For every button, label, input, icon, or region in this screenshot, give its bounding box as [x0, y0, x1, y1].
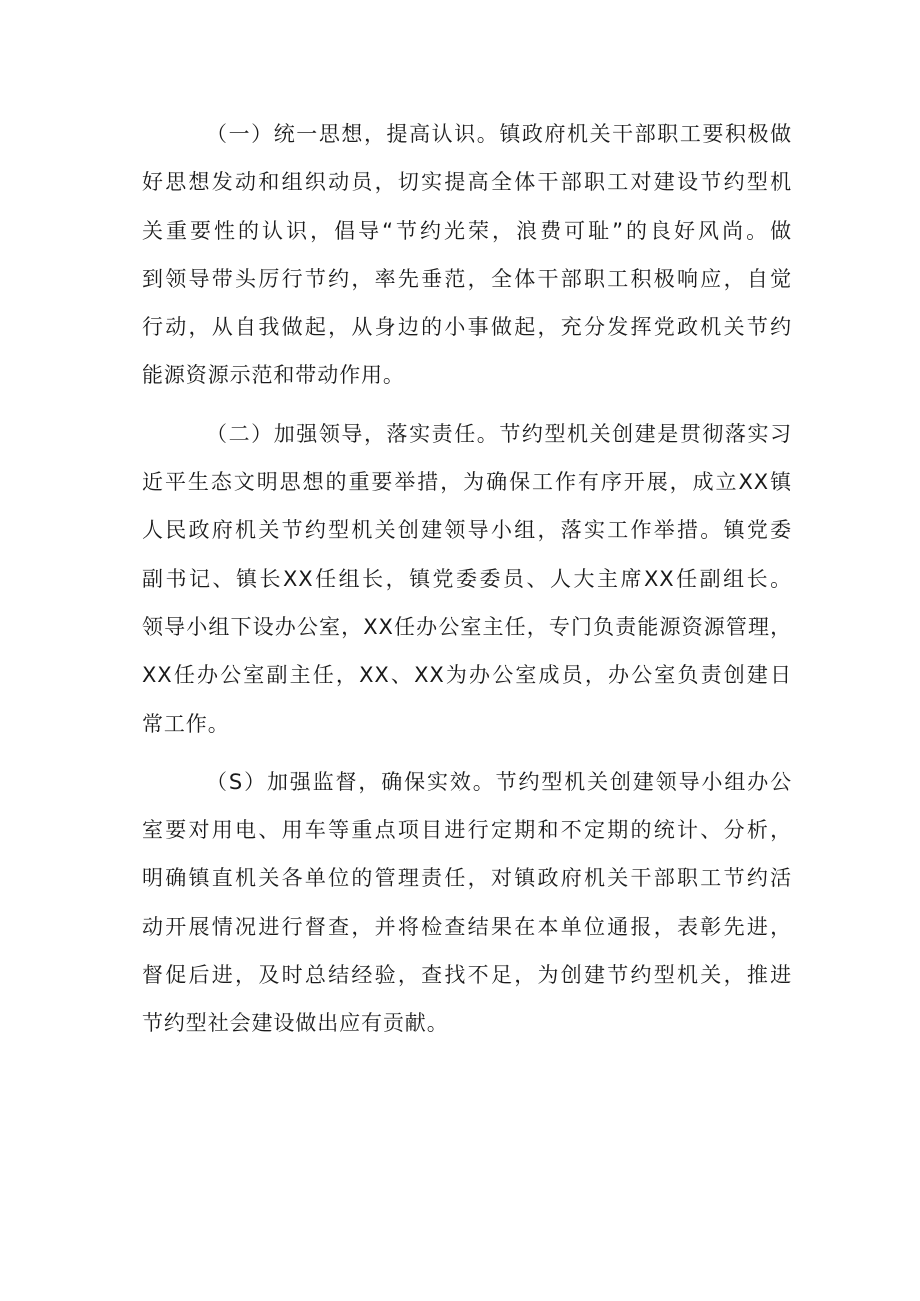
- text-line: 领导小组下设办公室，XX任办公室主任，专门负责能源资源管理，: [142, 614, 792, 639]
- paragraph-2: [142, 410, 792, 748]
- text-line: 督促后进，及时总结经验，查找不足，为创建节约型机关，推进: [142, 963, 792, 988]
- text-line: 近平生态文明思想的重要举措，为确保工作有序开展，成立XX镇: [142, 470, 792, 495]
- text-line: （一）统一思想，提高认识。镇政府机关干部职工要积极做: [206, 122, 792, 146]
- text-line: 到领导带头厉行节约，率先垂范，全体干部职工积极响应，自觉: [142, 266, 792, 291]
- text-line: 明确镇直机关各单位的管理责任，对镇政府机关干部职工节约活: [142, 866, 792, 891]
- paragraph-3: [142, 758, 792, 1048]
- text-line: 能源资源示范和带动作用。: [142, 363, 405, 388]
- text-line: 行动，从自我做起，从身边的小事做起，充分发挥党政机关节约: [142, 315, 792, 340]
- text-line: 好思想发动和组织动员，切实提高全体干部职工对建设节约型机: [142, 170, 792, 195]
- paragraph-1: [142, 110, 792, 400]
- text-line: XX任办公室副主任，XX、XX为办公室成员，办公室负责创建日: [142, 663, 792, 688]
- document-body: [142, 110, 792, 1058]
- text-line: 节约型社会建设做出应有贡献。: [142, 1011, 449, 1036]
- text-line: 副书记、镇长XX任组长，镇党委委员、人大主席XX任副组长。: [142, 566, 792, 591]
- text-line: 常工作。: [142, 711, 230, 736]
- text-line: （S）加强监督，确保实效。节约型机关创建领导小组办公: [206, 769, 792, 794]
- text-line: 室要对用电、用车等重点项目进行定期和不定期的统计、分析，: [142, 818, 792, 843]
- text-line: 动开展情况进行督查，并将检查结果在本单位通报，表彰先进，: [142, 914, 792, 939]
- text-line: 人民政府机关节约型机关创建领导小组，落实工作举措。镇党委: [142, 518, 792, 543]
- text-line: 关重要性的认识，倡导“节约光荣，浪费可耻”的良好风尚。做: [142, 218, 792, 243]
- text-line: （二）加强领导，落实责任。节约型机关创建是贯彻落实习: [206, 421, 792, 446]
